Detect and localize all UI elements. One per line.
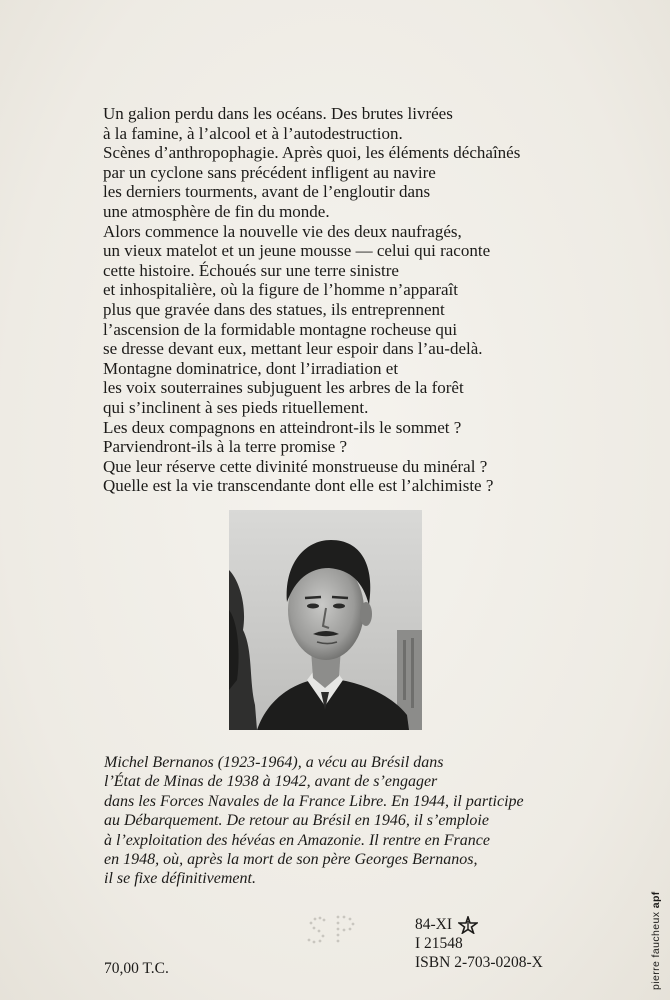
- bio-line: il se fixe définitivement.: [104, 870, 256, 888]
- designer-credit: [650, 891, 662, 990]
- blurb-line: par un cyclone sans précédent infligent au navire: [103, 162, 436, 182]
- blurb-line: Montagne dominatrice, dont l’irradiation et: [103, 358, 399, 378]
- publisher-embossed-logo: [306, 913, 358, 947]
- blurb-line: les voix souterraines subjuguent les arbres de la forêt: [103, 378, 464, 398]
- blurb-text: [103, 104, 543, 496]
- blurb-line: l’ascension de la formidable montagne rocheuse qui: [103, 319, 458, 339]
- blurb-line: Les deux compagnons en atteindront-ils le sommet ?: [103, 417, 462, 437]
- blurb-line: Un galion perdu dans les océans. Des brutes livrées: [103, 104, 453, 123]
- author-biography: [104, 753, 554, 889]
- bio-line: l’État de Minas de 1938 à 1942, avant de s’engager: [104, 773, 438, 791]
- bio-line: au Débarquement. De retour au Brésil en 1946, il s’emploie: [104, 812, 489, 830]
- publisher-star-icon: [458, 916, 478, 934]
- catalogue-number: I 21548: [415, 935, 463, 952]
- bio-line: dans les Forces Navales de la France Libre. En 1944, il participe: [104, 792, 524, 810]
- blurb-line: Scènes d’anthropophagie. Après quoi, les éléments déchaînés: [103, 143, 521, 163]
- blurb-line: les derniers tourments, avant de l’engloutir dans: [103, 182, 431, 202]
- bio-line: à l’exploitation des hévéas en Amazonie. Il rentre en France: [104, 831, 490, 849]
- designer-mark: apf: [650, 891, 662, 909]
- sp-logo-icon: [306, 913, 358, 947]
- blurb-line: Que leur réserve cette divinité monstrueuse du minéral ?: [103, 456, 488, 476]
- catalogue-codes: [415, 915, 543, 972]
- series-code-row: [415, 915, 543, 934]
- designer-name: pierre faucheux: [650, 911, 662, 990]
- blurb-line: et inhospitalière, où la figure de l’homme n’apparaît: [103, 280, 458, 300]
- bio-line: en 1948, où, après la mort de son père Georges Bernanos,: [104, 851, 478, 869]
- bio-line: Michel Bernanos (1923-1964), a vécu au Brésil dans: [104, 754, 444, 771]
- blurb-line: se dresse devant eux, mettant leur espoir dans l’au-delà.: [103, 339, 483, 359]
- blurb-line: à la famine, à l’alcool et à l’autodestruction.: [103, 123, 403, 143]
- blurb-line: cette histoire. Échoués sur une terre sinistre: [103, 260, 399, 280]
- author-portrait-drawing: [229, 510, 422, 730]
- blurb-line: qui s’inclinent à ses pieds rituellement.: [103, 397, 369, 417]
- blurb-line: Alors commence la nouvelle vie des deux naufragés,: [103, 221, 462, 241]
- blurb-line: Parviendront-ils à la terre promise ?: [103, 437, 348, 457]
- isbn: ISBN 2-703-0208-X: [415, 954, 543, 971]
- blurb-line: un vieux matelot et un jeune mousse — celui qui raconte: [103, 241, 491, 261]
- blurb-line: plus que gravée dans des statues, ils entreprennent: [103, 299, 445, 319]
- series-code: 84-XI: [415, 916, 453, 933]
- author-portrait: [229, 510, 422, 730]
- blurb-line: Quelle est la vie transcendante dont elle est l’alchimiste ?: [103, 476, 494, 496]
- blurb-line: une atmosphère de fin du monde.: [103, 201, 330, 221]
- price: 70,00 T.C.: [104, 960, 169, 977]
